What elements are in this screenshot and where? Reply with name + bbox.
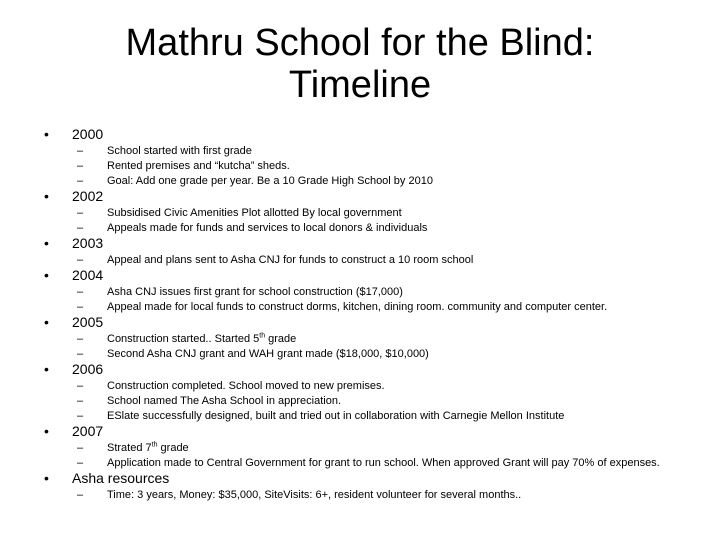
- dash-icon: –: [77, 457, 84, 469]
- timeline-year-item: [40, 126, 680, 143]
- timeline-event-item: [40, 286, 680, 299]
- timeline-year-item: [40, 314, 680, 331]
- timeline-event-item: [40, 489, 680, 502]
- timeline-group: [40, 267, 680, 314]
- bullet-icon: •: [44, 267, 49, 283]
- bullet-icon: •: [44, 126, 49, 142]
- timeline-event-text-pre: Strated 7: [107, 442, 152, 454]
- timeline-event-text: ESlate successfully designed, built and tried out in collaboration with Carnegie Mellon Institute: [107, 410, 565, 422]
- dash-icon: –: [77, 207, 84, 219]
- timeline-group: [40, 361, 680, 423]
- timeline-event-text: Appeal and plans sent to Asha CNJ for funds to construct a 10 room school: [107, 254, 474, 266]
- timeline-event-item: [40, 145, 680, 158]
- timeline-event-item: [40, 442, 680, 455]
- dash-icon: –: [77, 286, 84, 298]
- timeline-event-text: Second Asha CNJ grant and WAH grant made ($18,000, $10,000): [107, 348, 429, 360]
- timeline-event-text: Goal: Add one grade per year. Be a 10 Grade High School by 2010: [107, 175, 433, 187]
- dash-icon: –: [77, 333, 84, 345]
- timeline-year-item: [40, 423, 680, 440]
- timeline-event-item: [40, 348, 680, 361]
- timeline-event-item: [40, 222, 680, 235]
- timeline-event-item: [40, 207, 680, 220]
- timeline-event-item: [40, 457, 680, 470]
- timeline-event-text: Asha CNJ issues first grant for school construction ($17,000): [107, 286, 403, 298]
- bullet-icon: •: [44, 188, 49, 204]
- title-line-2: Timeline: [288, 64, 432, 106]
- timeline-event-item: [40, 301, 680, 314]
- slide-title: [60, 22, 660, 106]
- timeline-event-item: [40, 254, 680, 267]
- timeline-group: [40, 188, 680, 235]
- timeline-group: [40, 423, 680, 470]
- dash-icon: –: [77, 489, 84, 501]
- timeline-event-text: Rented premises and “kutcha” sheds.: [107, 160, 290, 172]
- timeline-event-item: [40, 395, 680, 408]
- dash-icon: –: [77, 160, 84, 172]
- bullet-icon: •: [44, 470, 49, 486]
- bullet-icon: •: [44, 423, 49, 439]
- timeline-event-text: Time: 3 years, Money: $35,000, SiteVisits: 6+, resident volunteer for several months..: [107, 489, 522, 501]
- dash-icon: –: [77, 254, 84, 266]
- bullet-icon: •: [44, 235, 49, 251]
- timeline-year-heading: 2005: [72, 314, 104, 330]
- timeline-year-heading: 2007: [72, 423, 104, 439]
- timeline-event-text-post: grade: [265, 333, 297, 345]
- timeline-event-item: [40, 175, 680, 188]
- dash-icon: –: [77, 301, 84, 313]
- timeline-group: [40, 235, 680, 267]
- timeline-group: [40, 470, 680, 502]
- timeline-event-text: Subsidised Civic Amenities Plot allotted By local government: [107, 207, 402, 219]
- dash-icon: –: [77, 380, 84, 392]
- timeline-year-item: [40, 188, 680, 205]
- timeline-group: [40, 126, 680, 188]
- dash-icon: –: [77, 442, 84, 454]
- timeline-year-heading: 2000: [72, 126, 104, 142]
- timeline-event-text: [107, 333, 296, 345]
- bullet-icon: •: [44, 361, 49, 377]
- timeline-year-heading: 2006: [72, 361, 104, 377]
- timeline-year-item: [40, 235, 680, 252]
- dash-icon: –: [77, 348, 84, 360]
- timeline-year-heading: 2002: [72, 188, 104, 204]
- timeline-year-item: [40, 267, 680, 284]
- timeline-event-item: [40, 410, 680, 423]
- timeline-year-item: [40, 470, 680, 487]
- timeline-event-text: School named The Asha School in appreciation.: [107, 395, 342, 407]
- timeline-year-heading: 2003: [72, 235, 104, 251]
- timeline-event-text: Appeals made for funds and services to local donors & individuals: [107, 222, 428, 234]
- dash-icon: –: [77, 395, 84, 407]
- timeline-event-item: [40, 160, 680, 173]
- timeline-year-heading: Asha resources: [72, 470, 170, 486]
- timeline-event-text-superscript: th: [259, 332, 266, 340]
- dash-icon: –: [77, 222, 84, 234]
- timeline-year-item: [40, 361, 680, 378]
- timeline-event-text-post: grade: [157, 442, 189, 454]
- timeline-event-text: [107, 442, 189, 454]
- dash-icon: –: [77, 145, 84, 157]
- timeline-event-item: [40, 333, 680, 346]
- dash-icon: –: [77, 175, 84, 187]
- timeline-event-text: Appeal made for local funds to construct dorms, kitchen, dining room. community and computer center.: [107, 301, 608, 313]
- timeline-event-text: School started with first grade: [107, 145, 252, 157]
- timeline-year-heading: 2004: [72, 267, 104, 283]
- bullet-icon: •: [44, 314, 49, 330]
- timeline-list: [40, 126, 680, 502]
- timeline-event-text: Application made to Central Government for grant to run school. When approved Grant will pay 70% of expenses.: [107, 457, 660, 469]
- timeline-event-item: [40, 380, 680, 393]
- dash-icon: –: [77, 410, 84, 422]
- timeline-event-text: Construction completed. School moved to new premises.: [107, 380, 385, 392]
- timeline-event-text-superscript: th: [151, 441, 158, 449]
- timeline-event-text-pre: Construction started.. Started 5: [107, 333, 260, 345]
- timeline-group: [40, 314, 680, 361]
- title-line-1: Mathru School for the Blind:: [125, 22, 595, 64]
